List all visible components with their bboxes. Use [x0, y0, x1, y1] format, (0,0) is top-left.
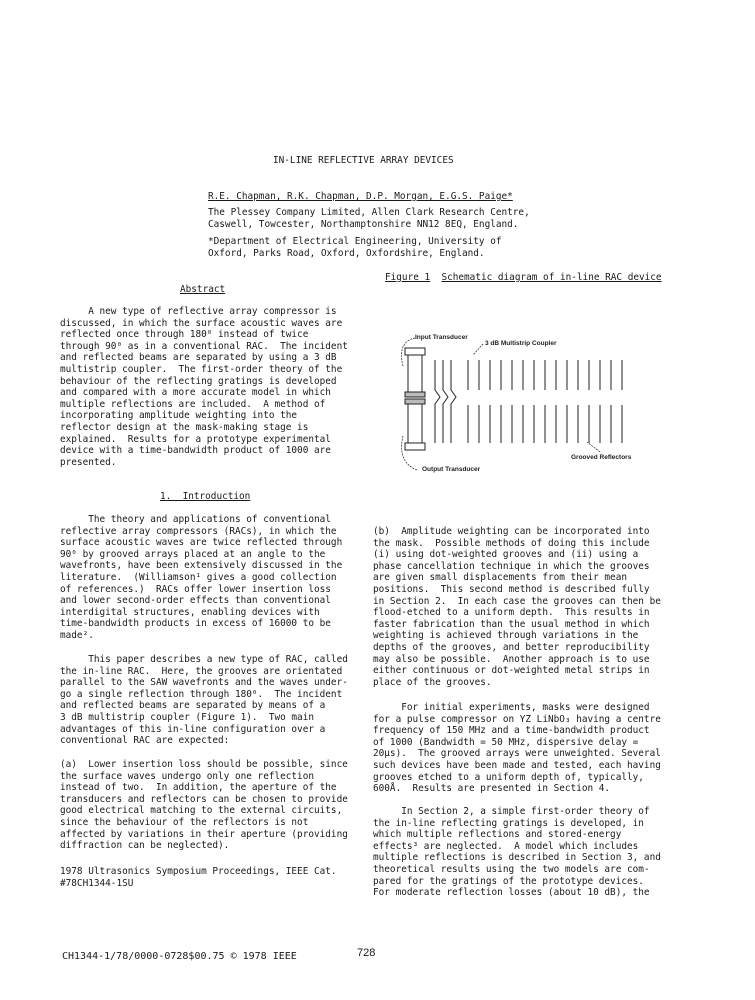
intro-paragraph-1: [60, 514, 342, 642]
coupler-strip: [443, 360, 448, 443]
text-line: are given small displacements from their mean: [373, 572, 627, 584]
text-line: wavefronts, have been extensively discussed in the: [60, 560, 343, 572]
text-line: surface acoustic waves are twice reflected through: [60, 537, 343, 549]
text-line: explained. Results for a prototype experimental: [60, 433, 331, 445]
text-line: grooves etched to a uniform depth of, typically,: [373, 771, 644, 783]
text-line: The Plessey Company Limited, Allen Clark Research Centre,: [208, 207, 530, 218]
text-line: For initial experiments, masks were designed: [373, 702, 650, 713]
text-line: transducers and reflectors can be chosen to provide: [60, 793, 348, 805]
advantage-a: [60, 759, 348, 852]
reflector-arrow: [587, 442, 600, 452]
text-line: phase cancellation technique in which the grooves: [373, 560, 650, 572]
text-line: the in-line reflecting gratings is developed, in: [373, 817, 644, 829]
advantage-b: [373, 526, 661, 688]
text-line: of references.) RACs offer lower insertion loss: [60, 583, 331, 595]
text-line: good electrical matching to the external circuits,: [60, 805, 343, 817]
text-line: incorporating amplitude weighting into the: [60, 410, 298, 422]
text-line: and reflected beams are separated by means of a: [60, 700, 326, 712]
text-line: instead of two. In addition, the aperture of the: [60, 782, 337, 794]
text-line: multiple reflections is described in Section 3, and: [373, 852, 661, 864]
text-line: 600Å. Results are presented in Section 4.: [373, 783, 611, 795]
text-line: parallel to the SAW wavefronts and the waves under-: [60, 677, 348, 689]
paper-title: IN-LINE REFLECTIVE ARRAY DEVICES: [273, 155, 454, 166]
output-transducer-label: Output Transducer: [422, 466, 481, 473]
text-line: *Department of Electrical Engineering, University of: [208, 236, 502, 247]
text-line: 3 dB multistrip coupler (Figure 1). Two main: [60, 711, 314, 723]
text-line: 1978 Ultrasonics Symposium Proceedings, IEEE Cat.: [60, 866, 337, 877]
text-line: frequency of 150 MHz and a time-bandwidth product: [373, 725, 650, 737]
text-line: through 90⁰ as in a conventional RAC. The incident: [60, 340, 348, 352]
text-line: The theory and applications of conventional: [60, 514, 331, 525]
text-line: In Section 2, a simple first-order theory of: [373, 806, 650, 817]
text-line: effects³ are neglected. A model which includes: [373, 840, 639, 852]
text-line: which multiple reflections and stored-energy: [373, 829, 622, 841]
text-line: the surface waves undergo only one reflection: [60, 770, 314, 782]
text-line: device with a time-bandwidth product of 1000 are: [60, 445, 331, 457]
text-line: and compared with a more accurate model in which: [60, 387, 331, 399]
copyright-footer: CH1344-1/78/0000-0728$00.75 © 1978 IEEE: [62, 951, 297, 962]
text-line: positions. This second method is described fully: [373, 583, 650, 595]
text-line: the mask. Possible methods of doing this include: [373, 537, 650, 549]
text-line: interdigital structures, enabling devices with: [60, 606, 320, 618]
schematic-figure: [395, 330, 655, 475]
text-line: Caswell, Towcester, Northamptonshire NN12 8EQ, England.: [208, 218, 519, 230]
text-line: reflective array compressors (RACs), in which the: [60, 525, 337, 537]
text-line: reflector design at the mask-making stage is: [60, 421, 309, 433]
text-line: diffraction can be neglected).: [60, 840, 230, 852]
text-line: (a) Lower insertion loss should be possible, since: [60, 759, 348, 770]
text-line: affected by variations in their aperture (providing: [60, 828, 348, 840]
figure-caption-text: Schematic diagram of in-line RAC device: [441, 272, 662, 283]
text-line: in Section 2. In each case the grooves can then be: [373, 595, 661, 607]
text-line: place of the grooves.: [373, 676, 492, 688]
grooved-reflectors: [468, 360, 622, 443]
text-line: faster fabrication than the usual method in which: [373, 618, 650, 630]
text-line: #78CH1344-1SU: [60, 877, 134, 889]
figure-caption: [385, 272, 662, 284]
text-line: 90⁰ by grooved arrays placed at an angle to the: [60, 548, 326, 560]
abstract-text: [60, 306, 348, 468]
text-line: behaviour of the reflecting gratings is developed: [60, 375, 337, 387]
intro-paragraph-2: [60, 654, 348, 747]
text-line: may also be possible. Another approach is to use: [373, 653, 650, 665]
text-line: presented.: [60, 456, 117, 468]
text-line: advantages of this in-line configuration over a: [60, 723, 326, 735]
text-line: time-bandwidth products in excess of 16000 to be: [60, 618, 331, 630]
coupler-label: 3 dB Multistrip Coupler: [485, 340, 557, 347]
text-line: theoretical results using the two models are com-: [373, 863, 650, 875]
abstract-heading: Abstract: [180, 284, 226, 295]
text-line: discussed, in which the surface acoustic waves are: [60, 317, 343, 329]
text-line: literature. (Williamson¹ gives a good collection: [60, 571, 337, 583]
text-line: weighting is achieved through variations in the: [373, 630, 639, 642]
multistrip-coupler: [435, 360, 456, 443]
text-line: and reflected beams are separated by using a 3 dB: [60, 352, 337, 364]
text-line: since the behaviour of the reflectors is not: [60, 816, 309, 828]
text-line: made².: [60, 629, 94, 641]
text-line: for a pulse compressor on YZ LiNbO₃ having a centre: [373, 713, 661, 725]
introduction-heading: 1. Introduction: [160, 491, 251, 502]
text-line: go a single reflection through 180⁰. The incident: [60, 688, 343, 700]
proceedings-footnote: [60, 866, 337, 889]
text-line: either continuous or dot-weighted metal strips in: [373, 665, 650, 677]
department-affiliation: [208, 236, 502, 259]
section-overview-paragraph: [373, 806, 661, 899]
text-line: For moderate reflection losses (about 10 dB), the: [373, 887, 650, 899]
reflectors-label: Grooved Reflectors: [571, 454, 632, 461]
text-line: reflected once through 180⁰ instead of twice: [60, 329, 309, 341]
input-transducer-label: Input Transducer: [415, 334, 468, 341]
coupler-arrow: [473, 344, 483, 355]
figure-label: Figure 1: [385, 272, 431, 283]
text-line: This paper describes a new type of RAC, called: [60, 654, 348, 665]
text-line: Oxford, Parks Road, Oxford, Oxfordshire, England.: [208, 247, 485, 259]
text-line: (b) Amplitude weighting can be incorporated into: [373, 526, 650, 537]
page-number: 728: [357, 947, 376, 959]
text-line: flood-etched to a uniform depth. This results in: [373, 607, 650, 619]
text-line: pared for the gratings of the prototype devices.: [373, 875, 644, 887]
text-line: of 1000 (Bandwidth = 50 MHz, dispersive delay =: [373, 736, 639, 748]
coupler-strip: [451, 360, 456, 443]
authors: R.E. Chapman, R.K. Chapman, D.P. Morgan, E.G.S. Paige*: [208, 191, 513, 202]
input-transducer: [405, 348, 425, 397]
text-line: 20μs). The grooved arrays were unweighted. Several: [373, 748, 661, 760]
text-line: the in-line RAC. Here, the grooves are orientated: [60, 665, 343, 677]
text-line: A new type of reflective array compressor is: [60, 306, 337, 317]
text-line: and lower second-order effects than conventional: [60, 595, 331, 607]
output-transducer: [405, 399, 425, 450]
experiments-paragraph: [373, 702, 661, 795]
text-line: such devices have been made and tested, each having: [373, 759, 661, 771]
affiliation: [208, 207, 530, 230]
output-arrow: [402, 436, 417, 470]
text-line: (i) using dot-weighted grooves and (ii) using a: [373, 549, 639, 561]
text-line: depths of the grooves, and better reproducibility: [373, 641, 650, 653]
text-line: multiple reflections are included. A method of: [60, 398, 326, 410]
text-line: conventional RAC are expected:: [60, 735, 230, 747]
coupler-strip: [435, 360, 440, 443]
text-line: multistrip coupler. The first-order theory of the: [60, 363, 343, 375]
